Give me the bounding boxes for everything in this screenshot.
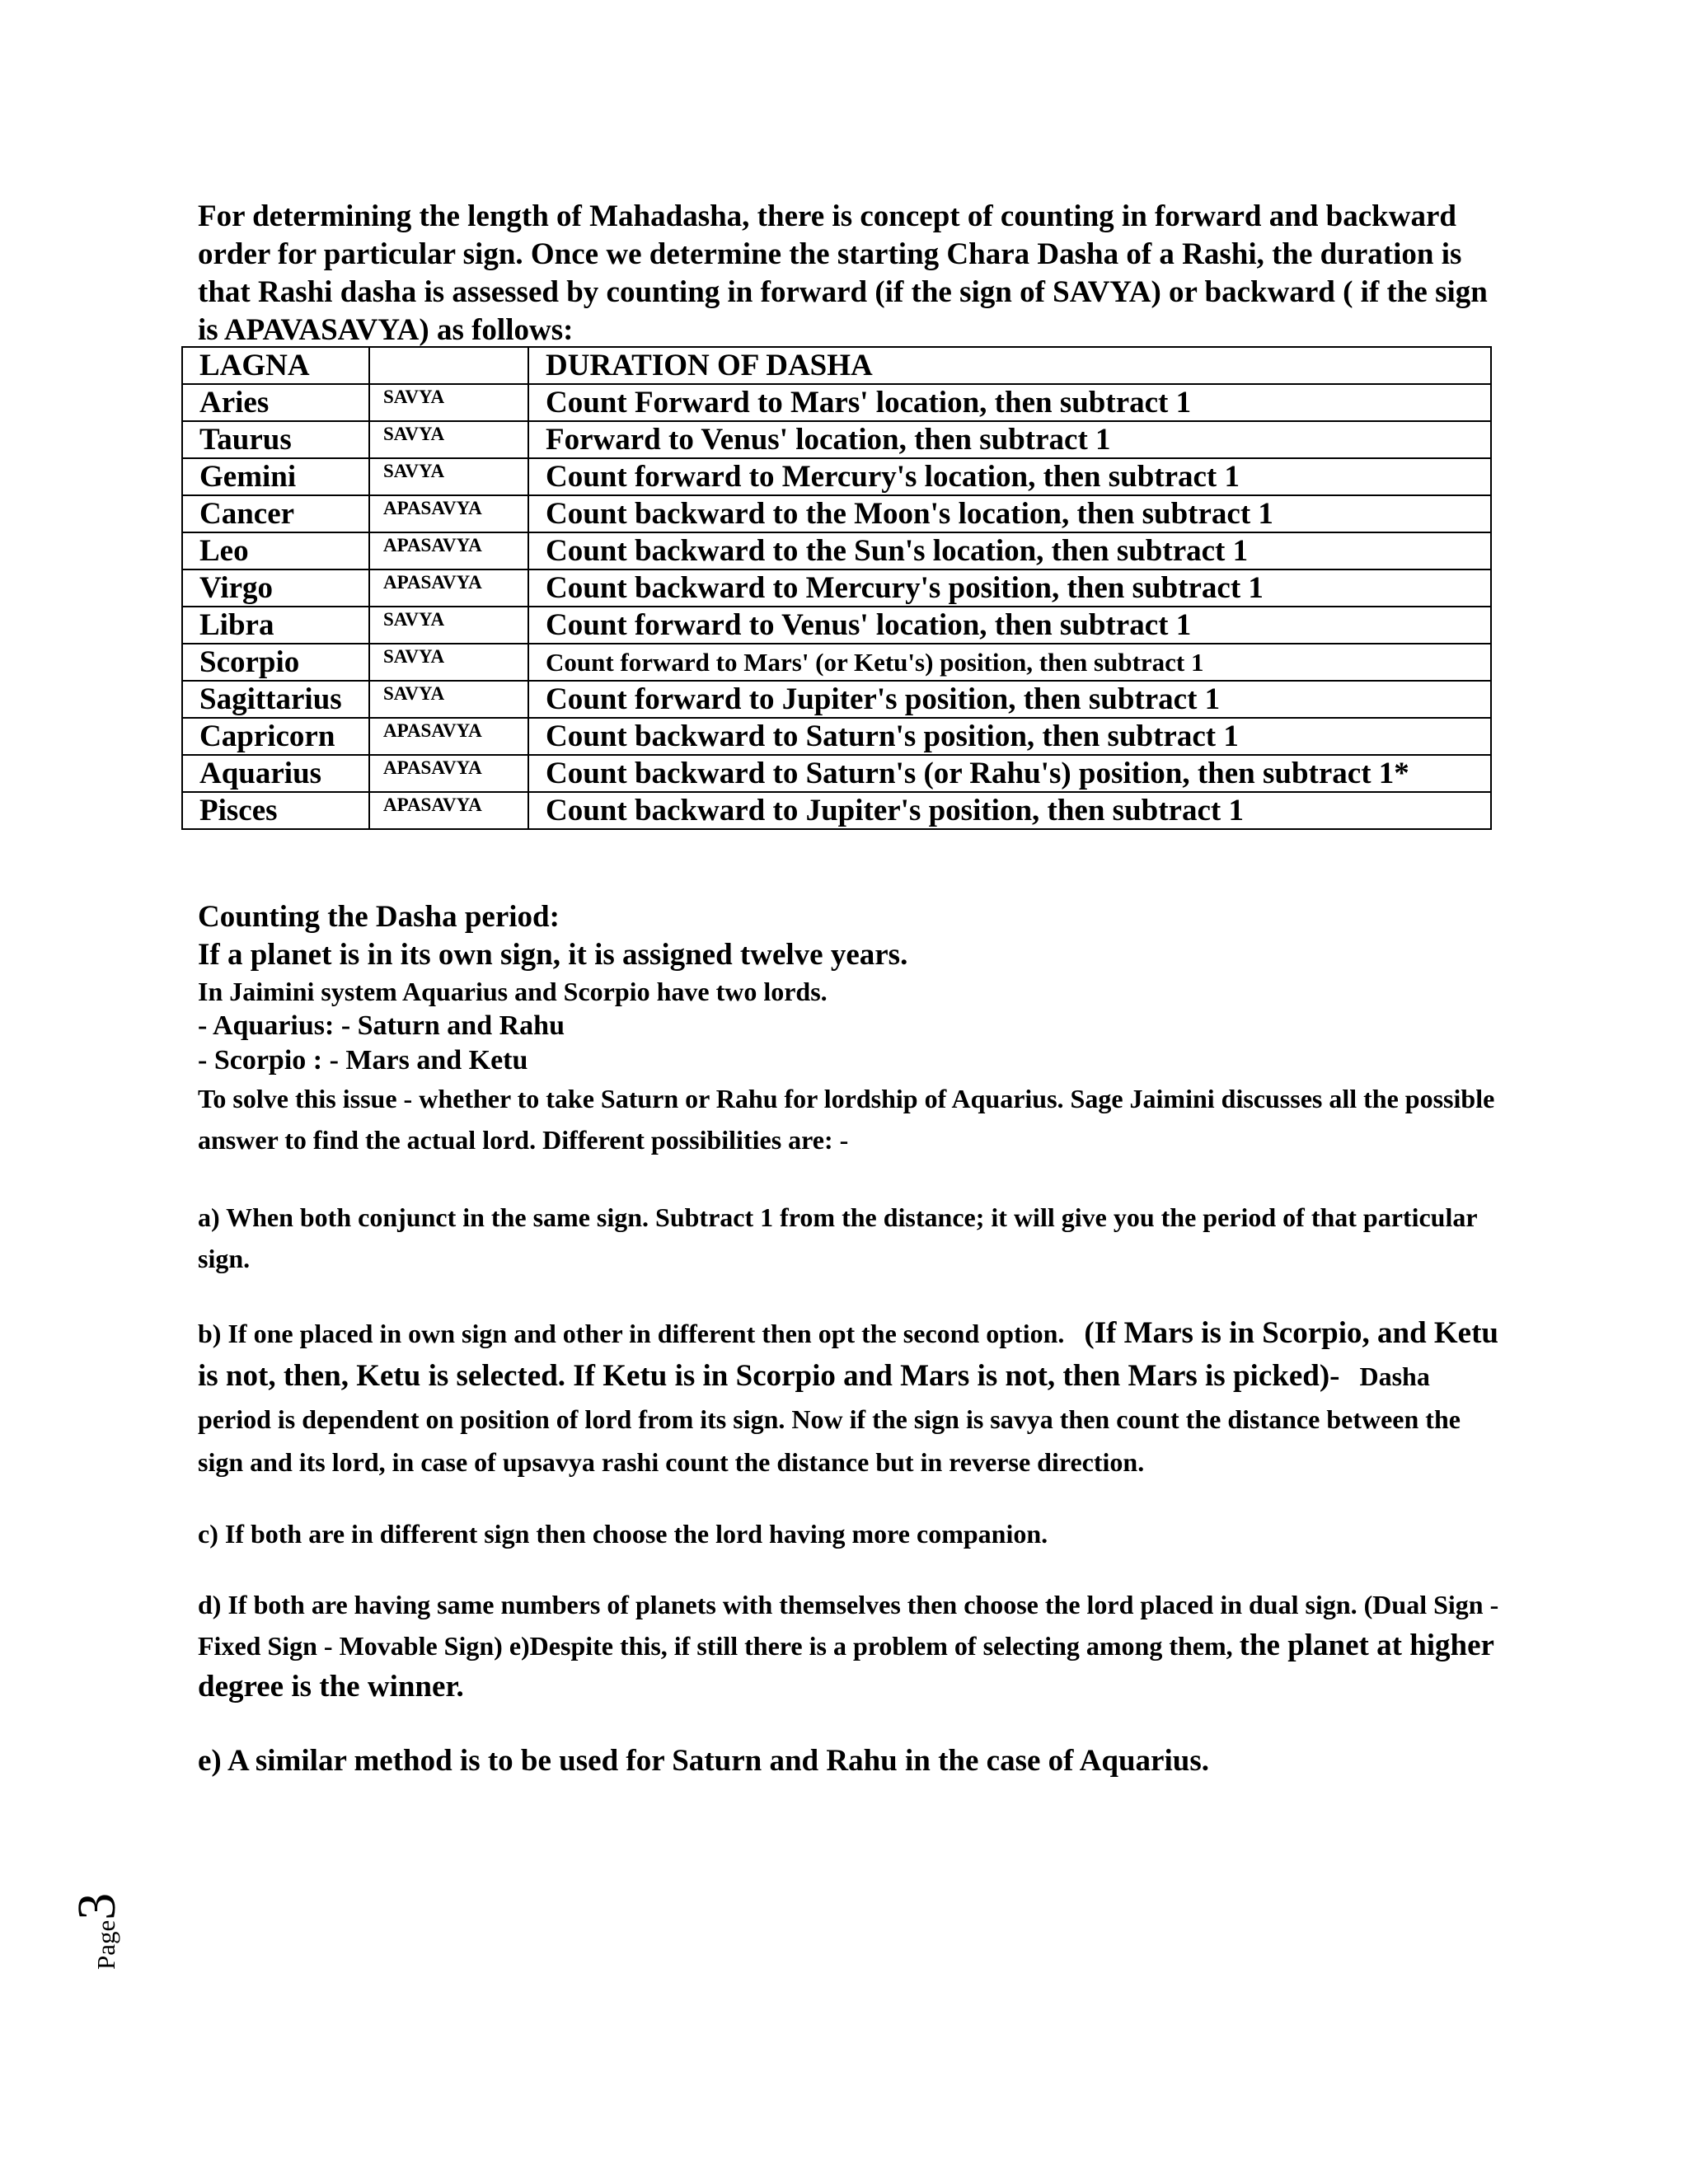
lagna-cell: Libra [182, 607, 369, 644]
duration-cell: Count backward to Saturn's position, then subtract 1 [528, 718, 1491, 755]
rule-b [198, 1312, 1500, 1483]
rule-d-part1: d) If both are having same numbers of planets with themselves then choose the lord placed in dual sign. (Dual Sign - Fixed Sign - Movable Sign) e)Despite this, if still there is a problem of selecting among them, [198, 1590, 1499, 1661]
two-lords-note: In Jaimini system Aquarius and Scorpio have two lords. [198, 977, 828, 1006]
duration-cell: Count forward to Mercury's location, then subtract 1 [528, 458, 1491, 495]
rule-c: c) If both are in different sign then choose the lord having more companion. [198, 1519, 1048, 1549]
table-row [182, 569, 1491, 607]
lagna-cell: Aries [182, 384, 369, 421]
lagna-cell: Aquarius [182, 755, 369, 792]
rule-b-part2: (If Mars is in Scorpio, and Ketu is not, then, Ketu is selected. If Ketu is in Scorpio and Mars is not, then Mars is picked)- [198, 1316, 1498, 1393]
duration-cell: Count forward to Mars' (or Ketu's) position, then subtract 1 [528, 644, 1491, 681]
type-cell: SAVYA [369, 384, 528, 421]
lagna-cell: Virgo [182, 569, 369, 607]
type-cell: SAVYA [369, 607, 528, 644]
table-row [182, 607, 1491, 644]
lagna-cell: Leo [182, 532, 369, 569]
rule-d [198, 1584, 1500, 1708]
duration-cell: Count backward to Saturn's (or Rahu's) position, then subtract 1* [528, 755, 1491, 792]
rule-b-part3: Dasha period is dependent on position of lord from its sign. Now if the sign is savya then count the distance between the sign and its lord, in case of upsavya rashi count the distance but in reverse direction. [198, 1361, 1461, 1477]
table-row [182, 644, 1491, 681]
type-cell: SAVYA [369, 421, 528, 458]
duration-cell: Count backward to the Sun's location, then subtract 1 [528, 532, 1491, 569]
lagna-cell: Gemini [182, 458, 369, 495]
own-sign-rule: If a planet is in its own sign, it is assigned twelve years. [198, 938, 908, 972]
type-cell: APASAVYA [369, 718, 528, 755]
type-cell: APASAVYA [369, 792, 528, 829]
rule-d-part2: the planet at higher degree is the winner. [198, 1629, 1494, 1704]
lagna-cell: Sagittarius [182, 681, 369, 718]
duration-cell: Count backward to Mercury's position, then subtract 1 [528, 569, 1491, 607]
table-row [182, 384, 1491, 421]
duration-cell: Count forward to Venus' location, then subtract 1 [528, 607, 1491, 644]
page-number [66, 1871, 127, 1970]
table-row [182, 792, 1491, 829]
header-blank [369, 347, 528, 384]
duration-cell: Count forward to Jupiter's position, then subtract 1 [528, 681, 1491, 718]
table-row [182, 421, 1491, 458]
duration-cell: Count backward to Jupiter's position, then subtract 1 [528, 792, 1491, 829]
section-heading: Counting the Dasha period: [198, 900, 560, 934]
table-row [182, 755, 1491, 792]
type-cell: APASAVYA [369, 532, 528, 569]
solve-paragraph: To solve this issue - whether to take Saturn or Rahu for lordship of Aquarius. Sage Jaimini discusses all the possible answer to find the actual lord. Different possibilities are: - [198, 1084, 1495, 1155]
dasha-period-section [198, 898, 1500, 1782]
lagna-cell: Taurus [182, 421, 369, 458]
type-cell: APASAVYA [369, 569, 528, 607]
scorpio-lords: - Scorpio : - Mars and Ketu [198, 1045, 528, 1076]
table-row [182, 495, 1491, 532]
dasha-duration-table [181, 346, 1492, 830]
lagna-cell: Pisces [182, 792, 369, 829]
page-number-value: 3 [67, 1892, 127, 1920]
lagna-cell: Capricorn [182, 718, 369, 755]
table-row [182, 681, 1491, 718]
table-row [182, 532, 1491, 569]
lagna-cell: Cancer [182, 495, 369, 532]
duration-cell: Forward to Venus' location, then subtract 1 [528, 421, 1491, 458]
header-lagna: LAGNA [182, 347, 369, 384]
aquarius-lords: - Aquarius: - Saturn and Rahu [198, 1010, 565, 1041]
intro-paragraph: For determining the length of Mahadasha, there is concept of counting in forward and backward order for particular sign. Once we determine the starting Chara Dasha of a Rashi, the duration is that Rashi dasha is assessed by counting in forward (if the sign of SAVYA) or backward ( if the sign is APAVASAVYA) as follows: [198, 199, 1488, 347]
page-word: Page [91, 1919, 120, 1970]
lagna-cell: Scorpio [182, 644, 369, 681]
type-cell: APASAVYA [369, 755, 528, 792]
table-row [182, 458, 1491, 495]
rule-a: a) When both conjunct in the same sign. Subtract 1 from the distance; it will give you the period of that particular sign. [198, 1202, 1477, 1273]
rule-b-part1: b) If one placed in own sign and other in different then opt the second option. [198, 1319, 1065, 1348]
rule-e: e) A similar method is to be used for Saturn and Rahu in the case of Aquarius. [198, 1744, 1209, 1778]
duration-cell: Count backward to the Moon's location, then subtract 1 [528, 495, 1491, 532]
duration-cell: Count Forward to Mars' location, then subtract 1 [528, 384, 1491, 421]
table-header-row [182, 347, 1491, 384]
table-row [182, 718, 1491, 755]
type-cell: SAVYA [369, 644, 528, 681]
type-cell: APASAVYA [369, 495, 528, 532]
header-duration: DURATION OF DASHA [528, 347, 1491, 384]
type-cell: SAVYA [369, 458, 528, 495]
type-cell: SAVYA [369, 681, 528, 718]
